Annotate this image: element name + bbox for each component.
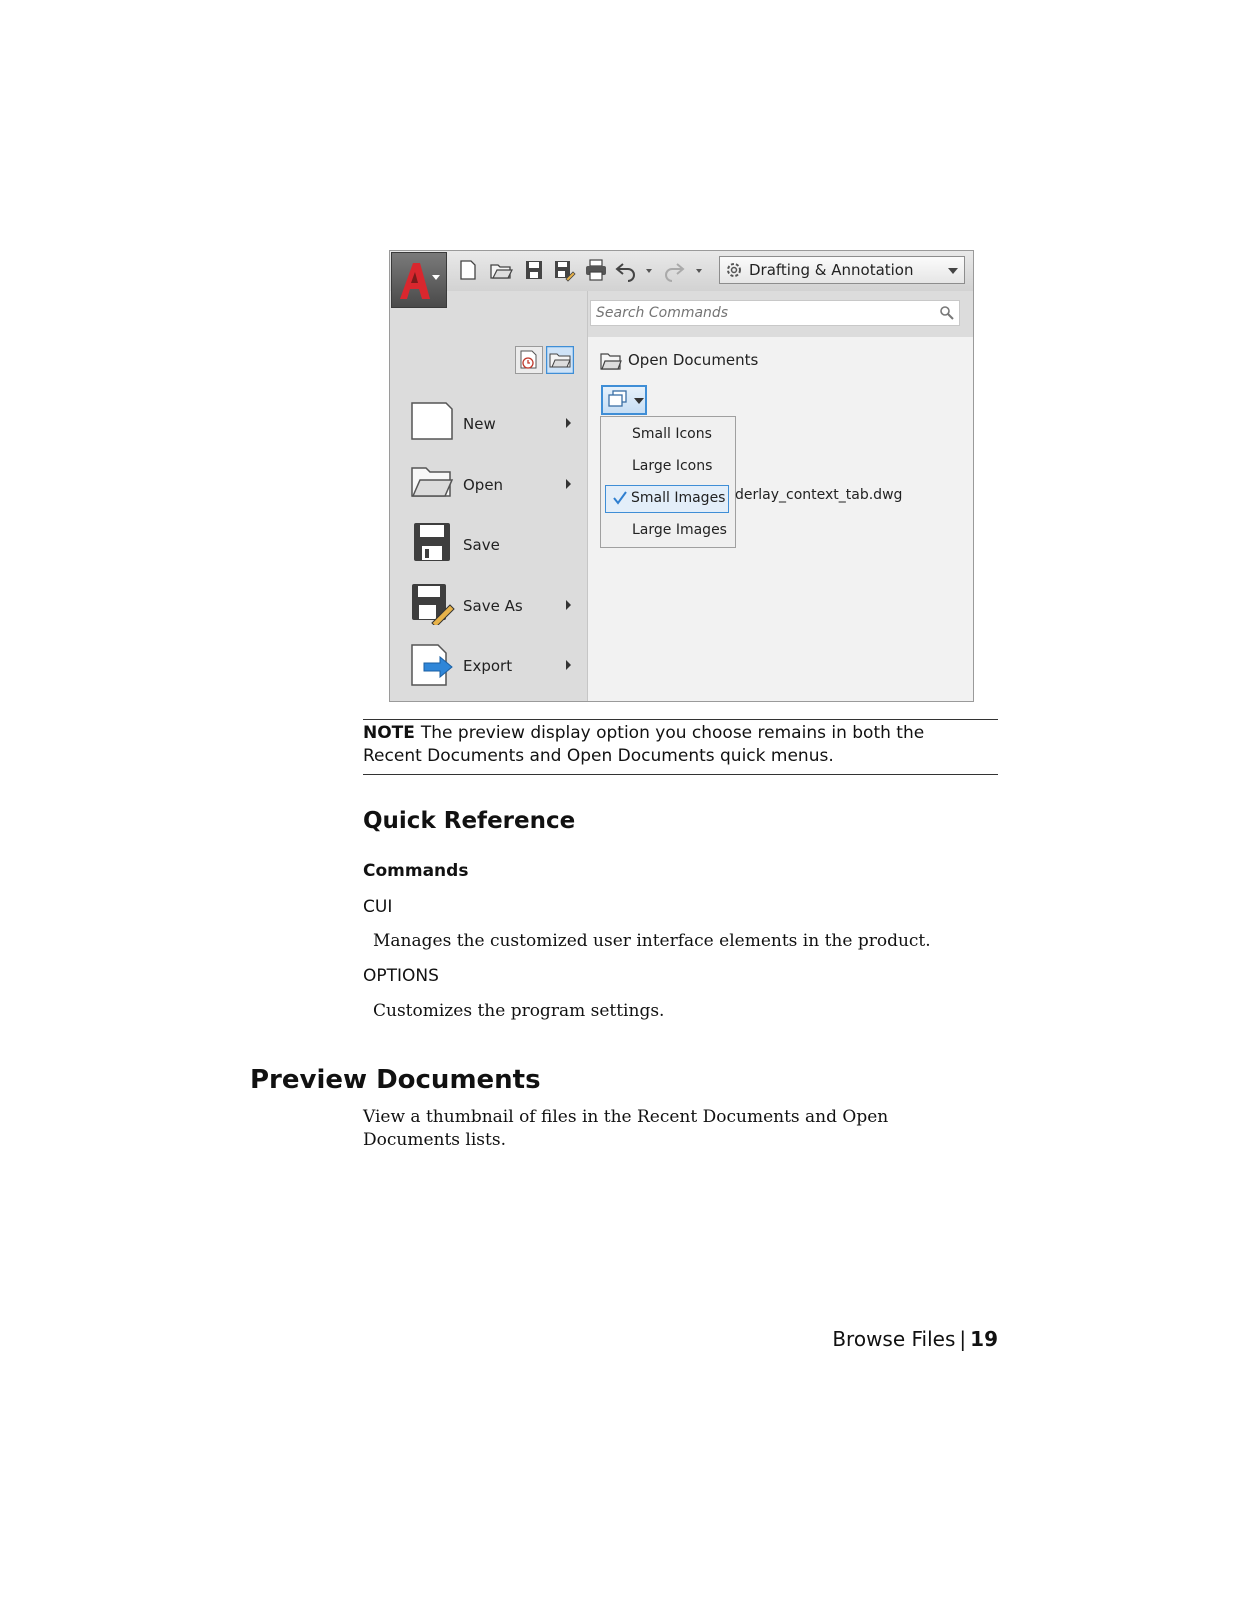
- open-icon[interactable]: [489, 258, 513, 282]
- view-option-large-icons[interactable]: [605, 453, 729, 481]
- application-menu-screenshot: [389, 250, 974, 702]
- undo-dropdown-icon[interactable]: [646, 269, 652, 273]
- page-footer: [800, 1327, 998, 1351]
- chevron-right-icon: [566, 600, 571, 610]
- section-heading: Preview Documents: [250, 1065, 541, 1095]
- folder-icon: [600, 351, 622, 371]
- chevron-down-icon: [634, 398, 644, 404]
- command-description: Manages the customized user interface elements in the product.: [373, 931, 931, 951]
- menu-item-label: Save: [463, 536, 500, 554]
- note-top-rule: [363, 719, 998, 720]
- section-body: View a thumbnail of files in the Recent Documents and Open Documents lists.: [363, 1107, 889, 1150]
- gear-icon: [724, 260, 744, 280]
- view-option-label: Large Images: [632, 522, 727, 538]
- print-icon[interactable]: [584, 258, 608, 282]
- menu-item-open[interactable]: [410, 462, 580, 512]
- preview-view-icon: [606, 389, 632, 411]
- workspace-selector[interactable]: [719, 256, 965, 284]
- open-documents-title: Open Documents: [628, 351, 759, 369]
- open-folder-icon: [410, 462, 454, 502]
- view-option-large-images[interactable]: [605, 517, 729, 545]
- chevron-down-icon: [948, 268, 958, 274]
- view-option-small-icons[interactable]: [605, 421, 729, 449]
- commands-subheading: Commands: [363, 861, 469, 881]
- view-options-menu: [600, 416, 736, 548]
- save-disk-icon: [410, 522, 454, 562]
- chevron-right-icon: [566, 418, 571, 428]
- recent-documents-toggle-icon[interactable]: [515, 346, 543, 374]
- save-icon[interactable]: [522, 258, 546, 282]
- search-commands-box[interactable]: [590, 300, 960, 326]
- footer-separator: |: [959, 1327, 967, 1351]
- autocad-logo-icon: [398, 261, 432, 301]
- note-label: NOTE: [363, 723, 415, 743]
- view-option-small-images[interactable]: [605, 485, 729, 513]
- menu-item-label: New: [463, 415, 496, 433]
- command-name: OPTIONS: [363, 966, 439, 986]
- save-as-icon[interactable]: [552, 258, 576, 282]
- menu-item-export[interactable]: [410, 643, 580, 693]
- page-number: 19: [970, 1327, 998, 1351]
- open-documents-header: [600, 351, 759, 375]
- quick-access-toolbar: [390, 251, 973, 292]
- application-button[interactable]: [391, 252, 447, 308]
- note-block: [363, 722, 983, 768]
- menu-item-label: Save As: [463, 597, 523, 615]
- view-options-button[interactable]: [601, 385, 647, 415]
- note-text: The preview display option you choose remains in both the Recent Documents and Open Documents quick menus.: [363, 723, 925, 766]
- workspace-label: Drafting & Annotation: [749, 261, 914, 279]
- new-icon[interactable]: [456, 258, 480, 282]
- view-option-label: Small Images: [631, 490, 726, 506]
- save-as-disk-icon: [410, 583, 456, 625]
- menu-item-label: Export: [463, 657, 513, 675]
- view-option-label: Large Icons: [632, 458, 713, 474]
- footer-chapter: Browse Files: [832, 1327, 956, 1351]
- export-icon: [410, 643, 456, 687]
- new-document-icon: [410, 401, 454, 441]
- quick-reference-heading: Quick Reference: [363, 808, 576, 834]
- menu-item-save[interactable]: [410, 522, 580, 572]
- command-description: Customizes the program settings.: [373, 1001, 665, 1021]
- undo-icon[interactable]: [614, 258, 638, 282]
- menu-item-save-as[interactable]: [410, 583, 580, 633]
- menu-item-label: Open: [463, 476, 504, 494]
- chevron-right-icon: [566, 479, 571, 489]
- open-documents-toggle-icon[interactable]: [546, 346, 574, 374]
- redo-icon[interactable]: [662, 258, 686, 282]
- command-name: CUI: [363, 897, 393, 917]
- open-document-filename[interactable]: derlay_context_tab.dwg: [735, 487, 903, 503]
- search-icon[interactable]: [939, 305, 955, 321]
- view-option-label: Small Icons: [632, 426, 712, 442]
- note-bottom-rule: [363, 774, 998, 775]
- menu-item-new[interactable]: [410, 401, 580, 451]
- checkmark-icon: [612, 490, 628, 506]
- app-menu-caret-icon: [432, 275, 440, 280]
- search-input[interactable]: [594, 304, 938, 322]
- redo-dropdown-icon[interactable]: [696, 269, 702, 273]
- chevron-right-icon: [566, 660, 571, 670]
